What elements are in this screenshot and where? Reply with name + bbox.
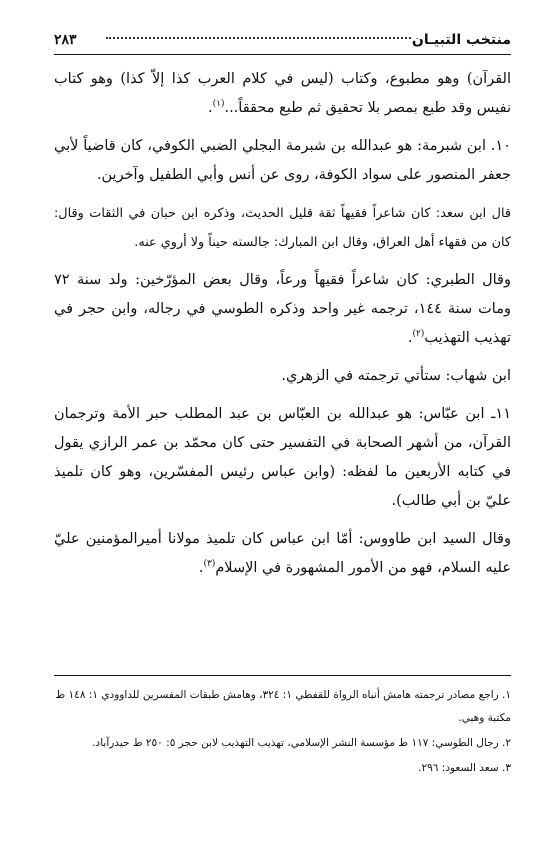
footnote: ١. راجع مصادر ترجمته هامش أنباه الرواة للقفطي ١: ٣٢٤، وهامش طبقات المفسرين للداوودي ١: ١٤٨ ط مكتبة وهبي. — [55, 689, 511, 724]
header-dotted-leader — [106, 37, 411, 39]
book-page — [54, 28, 511, 592]
paragraph: القرآن) وهو مطبوع، وكتاب (ليس في كلام العرب كذا إلاّ كذا) وهو كتاب نفيس وقد طبع بمصر بلا تحقيق ثم طبع محققاً...$^{(١)}$. — [54, 71, 511, 116]
paragraph: وقال الطبري: كان شاعراً فقيهاً ورعاً، وقال بعض المؤرّخين: ولد سنة ٧٢ ومات سنة ١٤٤، ترجمه غير واحد وذكره الطوسي في رجاله، وابن حجر في تهذيب التهذيب$^{(٢)}$. — [54, 272, 511, 346]
running-header — [54, 28, 511, 55]
paragraph: ١١ـ ابن عبّاس: هو عبدالله بن العبّاس بن عبد المطلب حبر الأمة وترجمان القرآن، من أشهر الصحابة في التفسير حتى كان محمّد بن عمر الرازي يقول في كتابه الأربعين ما لفظه: (وابن عباس رئيس المفسّرين، وهو كان تلميذ عليّ بن أبي طالب). — [54, 406, 511, 509]
footnote-ref: (٢) — [412, 329, 425, 340]
paragraph: وقال السيد ابن طاووس: أمّا ابن عباس كان تلميذ مولانا أميرالمؤمنين عليّ عليه السلام، فهو من الأمور المشهورة في الإسلام$^{(٣)}$. — [54, 531, 511, 576]
paragraph: ١٠. ابن شبرمة: هو عبدالله بن شبرمة البجلي الضبي الكوفي، كان قاضياً لأبي جعفر المنصور على سواد الكوفة، روى عن أنس وأبي الطفيل وآخرين. — [54, 138, 511, 183]
footnotes — [54, 675, 511, 782]
footnote-ref: (٣) — [203, 559, 216, 570]
footnote-ref: (١) — [212, 99, 225, 110]
footnote: ٢. رجال الطوسي: ١١٧ ط مؤسسة النشر الإسلامي، تهذيب التهذيب لابن حجر ٥: ٢٥٠ ط حيدرآباد. — [92, 737, 511, 749]
paragraph: قال ابن سعد: كان شاعراً فقيهاً ثقة قليل الحديث، وذكره ابن حبان في الثقات وقال: كان من فقهاء أهل العراق، وقال ابن المبارك: جالسته حيناً ولا أروي عنه. — [54, 206, 511, 250]
page-number: ٢٨٣ — [54, 32, 77, 48]
paragraph: ابن شهاب: ستأتي ترجمته في الزهري. — [281, 368, 511, 384]
book-title: منتخب التبيـان — [411, 32, 511, 48]
footnote: ٣. سعد السعود: ٢٩٦. — [418, 762, 511, 774]
main-text — [54, 65, 511, 583]
